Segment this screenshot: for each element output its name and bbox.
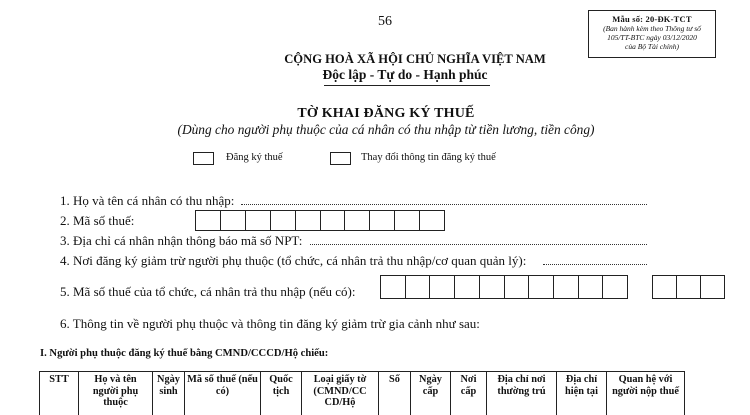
section-i-heading: I. Người phụ thuộc đăng ký thuế bằng CMND/CCCD/Hộ chiếu: bbox=[40, 348, 328, 359]
register-tax-label: Đăng ký thuế bbox=[226, 152, 283, 163]
motto-underline bbox=[324, 85, 490, 86]
payer-branch-code-digit[interactable] bbox=[653, 276, 677, 298]
page-number: 56 bbox=[378, 14, 392, 30]
col-permanent-address: Địa chỉ nơi thường trú bbox=[487, 372, 557, 415]
tax-code-digit[interactable] bbox=[196, 211, 221, 230]
field-3-input[interactable] bbox=[310, 244, 647, 245]
col-issue-place: Nơi cấp bbox=[451, 372, 487, 415]
payer-tax-code-digit[interactable] bbox=[505, 276, 530, 298]
tax-code-digit[interactable] bbox=[271, 211, 296, 230]
col-issue-date: Ngày cấp bbox=[411, 372, 451, 415]
payer-tax-code-digit[interactable] bbox=[603, 276, 627, 298]
national-motto: Độc lập - Tự do - Hạnh phúc bbox=[0, 67, 750, 83]
form-note-line3: của Bộ Tài chính) bbox=[589, 42, 715, 51]
field-1-label: 1. Họ và tên cá nhân có thu nhập: bbox=[60, 193, 234, 209]
form-code: Mẫu số: 20-ĐK-TCT bbox=[589, 14, 715, 24]
field-1-input[interactable] bbox=[241, 204, 647, 205]
payer-branch-code-digit[interactable] bbox=[677, 276, 701, 298]
payer-tax-code-digit[interactable] bbox=[381, 276, 406, 298]
form-code-box bbox=[588, 10, 716, 58]
field-4-label: 4. Nơi đăng ký giảm trừ người phụ thuộc (tổ chức, cá nhân trả thu nhập/cơ quan quản lý): bbox=[60, 253, 526, 269]
tax-code-digit[interactable] bbox=[395, 211, 420, 230]
payer-tax-code-digit[interactable] bbox=[529, 276, 554, 298]
col-stt: STT bbox=[40, 372, 79, 415]
payer-tax-code-digit[interactable] bbox=[406, 276, 431, 298]
payer-tax-code-digit[interactable] bbox=[554, 276, 579, 298]
tax-code-digit[interactable] bbox=[370, 211, 395, 230]
payer-branch-code-digit[interactable] bbox=[701, 276, 724, 298]
national-title: CỘNG HOÀ XÃ HỘI CHỦ NGHĨA VIỆT NAM bbox=[0, 52, 750, 67]
field-3-label: 3. Địa chỉ cá nhân nhận thông báo mã số NPT: bbox=[60, 233, 302, 249]
payer-tax-code-digit[interactable] bbox=[480, 276, 505, 298]
field-4-input[interactable] bbox=[543, 264, 647, 265]
tax-code-digit[interactable] bbox=[221, 211, 246, 230]
field-2-label: 2. Mã số thuế: bbox=[60, 213, 134, 229]
col-tax-code: Mã số thuế (nếu có) bbox=[185, 372, 261, 415]
col-birth-date: Ngày sinh bbox=[153, 372, 185, 415]
payer-tax-code-digit[interactable] bbox=[455, 276, 480, 298]
tax-code-digit[interactable] bbox=[321, 211, 346, 230]
payer-tax-code-digit[interactable] bbox=[579, 276, 604, 298]
form-title: TỜ KHAI ĐĂNG KÝ THUẾ bbox=[0, 106, 750, 122]
payer-branch-code-boxes[interactable] bbox=[652, 275, 725, 299]
tax-code-digit[interactable] bbox=[420, 211, 444, 230]
table-header-row bbox=[40, 372, 685, 415]
col-id-type: Loại giấy tờ (CMND/CC CD/Hộ bbox=[302, 372, 379, 415]
tax-code-boxes[interactable] bbox=[195, 210, 445, 231]
change-info-checkbox[interactable] bbox=[330, 152, 351, 165]
register-tax-checkbox[interactable] bbox=[193, 152, 214, 165]
dependents-table bbox=[39, 371, 685, 415]
tax-code-digit[interactable] bbox=[296, 211, 321, 230]
col-nationality: Quốc tịch bbox=[261, 372, 302, 415]
field-5-label: 5. Mã số thuế của tổ chức, cá nhân trả thu nhập (nếu có): bbox=[60, 284, 355, 300]
form-note-line2: 105/TT-BTC ngày 03/12/2020 bbox=[589, 33, 715, 42]
payer-tax-code-digit[interactable] bbox=[430, 276, 455, 298]
form-note-line1: (Ban hành kèm theo Thông tư số bbox=[589, 24, 715, 33]
tax-code-digit[interactable] bbox=[246, 211, 271, 230]
col-current-address: Địa chỉ hiện tại bbox=[557, 372, 607, 415]
change-info-label: Thay đổi thông tin đăng ký thuế bbox=[361, 152, 496, 163]
col-relationship: Quan hệ với người nộp thuế bbox=[607, 372, 685, 415]
payer-tax-code-boxes[interactable] bbox=[380, 275, 628, 299]
col-id-number: Số bbox=[379, 372, 411, 415]
field-6-label: 6. Thông tin về người phụ thuộc và thông tin đăng ký giảm trừ gia cảnh như sau: bbox=[60, 316, 480, 332]
form-subtitle: (Dùng cho người phụ thuộc của cá nhân có thu nhập từ tiền lương, tiền công) bbox=[0, 122, 750, 138]
col-full-name: Họ và tên người phụ thuộc bbox=[79, 372, 153, 415]
tax-code-digit[interactable] bbox=[345, 211, 370, 230]
